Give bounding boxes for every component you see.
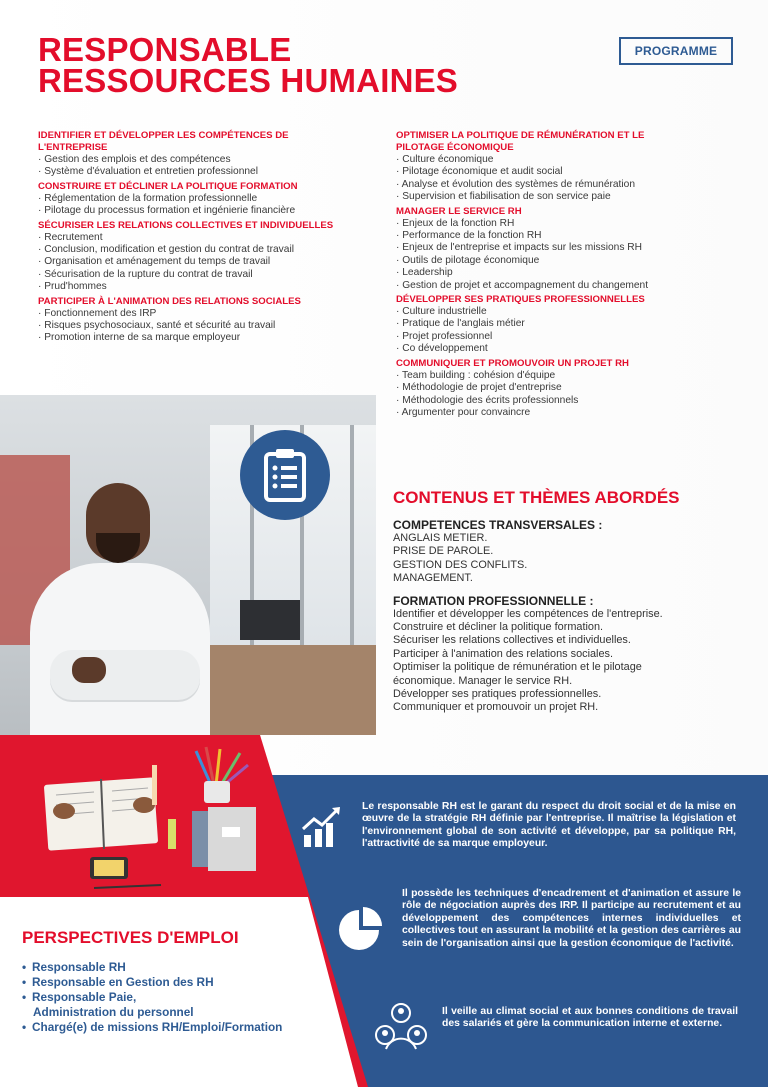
- list-item: économique. Manager le service RH.: [393, 674, 573, 687]
- list-item: Construire et décliner la politique formation.: [393, 621, 604, 634]
- list-item: MANAGEMENT.: [393, 572, 473, 585]
- list-item: ANGLAIS METIER.: [393, 532, 488, 544]
- program-section: [38, 296, 368, 345]
- formation-list: [393, 608, 738, 715]
- program-left-column: [38, 128, 368, 346]
- section-title: DÉVELOPPER SES PRATIQUES PROFESSIONNELLES: [396, 294, 645, 306]
- list-item: · Enjeux de la fonction RH: [396, 218, 726, 230]
- section-list: [396, 306, 726, 356]
- description-paragraph-1: Le responsable RH est le garant du respect du droit social et de la mise en œuvre de la stratégie RH définie par l'entreprise. Il maîtrise la législation et l'environnement global de son activité et développe, par sa politique RH, l'attractivité de sa marque employeur.: [362, 801, 736, 850]
- list-item: PRISE DE PAROLE.: [393, 545, 494, 558]
- programme-badge: PROGRAMME: [619, 37, 733, 65]
- list-item: · Fonctionnement des IRP: [38, 308, 368, 320]
- program-section: [38, 130, 368, 179]
- list-item: · Outils de pilotage économique: [396, 255, 726, 267]
- list-item: · Culture industrielle: [396, 306, 726, 318]
- section-title: CONSTRUIRE ET DÉCLINER LA POLITIQUE FORMATION: [38, 180, 298, 192]
- section-list: [38, 232, 368, 294]
- list-item: · Méthodologie de projet d'entreprise: [396, 382, 726, 394]
- section-title: OPTIMISER LA POLITIQUE DE RÉMUNÉRATION ET LE PILOTAGE ÉCONOMIQUE: [396, 130, 645, 153]
- person-hand: [72, 657, 106, 683]
- photo-monitor: [240, 600, 300, 640]
- list-item: • Responsable RH: [22, 960, 126, 974]
- program-section: [396, 130, 726, 204]
- title-line-1: RESPONSABLE: [38, 31, 292, 68]
- list-item: · Team building : cohésion d'équipe: [396, 370, 726, 382]
- list-item: · Culture économique: [396, 154, 726, 166]
- list-item: · Analyse et évolution des systèmes de rémunération: [396, 179, 726, 191]
- section-title: IDENTIFIER ET DÉVELOPPER LES COMPÉTENCES DE L'ENTREPRISE: [38, 130, 289, 153]
- list-item: · Leadership: [396, 267, 726, 279]
- page-title: [38, 31, 498, 99]
- program-section: [38, 181, 368, 218]
- pie-chart-icon: [338, 905, 384, 951]
- list-item: Optimiser la politique de rémunération et le pilotage: [393, 661, 642, 674]
- list-item: · Supervision et fiabilisation de son service paie: [396, 191, 726, 203]
- list-item: Participer à l'animation des relations sociales.: [393, 647, 613, 660]
- section-list: [38, 193, 368, 218]
- list-item: · Recrutement: [38, 232, 368, 244]
- list-item: Communiquer et promouvoir un projet RH.: [393, 701, 599, 714]
- clipboard-checklist-icon: [240, 430, 330, 520]
- section-list: [38, 154, 368, 179]
- description-paragraph-3: Il veille au climat social et aux bonnes conditions de travail des salariés et gère la communication interne et externe.: [442, 1006, 738, 1030]
- list-item: · Système d'évaluation et entretien professionnel: [38, 166, 368, 178]
- list-item: • Chargé(e) de missions RH/Emploi/Formation: [22, 1020, 283, 1034]
- growth-chart-icon: [300, 805, 344, 849]
- list-item: · Promotion interne de sa marque employeur: [38, 332, 368, 344]
- list-item: • Responsable Paie,: [22, 990, 137, 1004]
- program-right-column: [396, 128, 726, 420]
- section-list: [38, 308, 368, 345]
- list-item: · Organisation et aménagement du temps de travail: [38, 256, 368, 268]
- program-section: [396, 358, 726, 420]
- program-section: [396, 206, 726, 292]
- team-network-icon: [374, 1001, 428, 1055]
- formation-title: FORMATION PROFESSIONNELLE :: [393, 593, 594, 608]
- list-item: · Gestion des emplois et des compétences: [38, 154, 368, 166]
- list-item: · Performance de la fonction RH: [396, 230, 726, 242]
- desk-illustration: [36, 745, 276, 895]
- list-item: • Responsable en Gestion des RH: [22, 975, 214, 989]
- description-paragraph-2: Il possède les techniques d'encadrement et d'animation et assure le rôle de négociation auprès des IRP. Il participe au recrutement et au développement des compétences internes individuelles et collectives tout en assurant la mobilité et la gestion des carrières au sein de l'organisation ainsi que la gestion économique de l'activité.: [402, 888, 741, 949]
- list-item: · Méthodologie des écrits professionnels: [396, 395, 726, 407]
- bottom-section: [0, 735, 768, 1087]
- list-item: · Sécurisation de la rupture du contrat de travail: [38, 269, 368, 281]
- list-item: · Risques psychosociaux, santé et sécurité au travail: [38, 320, 368, 332]
- perspectives-title: PERSPECTIVES D'EMPLOI: [22, 928, 239, 947]
- section-title: SÉCURISER LES RELATIONS COLLECTIVES ET INDIVIDUELLES: [38, 219, 334, 231]
- list-item: Identifier et développer les compétences de l'entreprise.: [393, 607, 663, 620]
- program-section: [38, 220, 368, 294]
- list-item: · Pilotage économique et audit social: [396, 166, 726, 178]
- list-item: · Enjeux de l'entreprise et impacts sur les missions RH: [396, 242, 726, 254]
- section-title: COMMUNIQUER ET PROMOUVOIR UN PROJET RH: [396, 357, 629, 369]
- list-item: · Argumenter pour convaincre: [396, 407, 726, 419]
- contenus-section: [393, 488, 738, 715]
- list-item: · Conclusion, modification et gestion du contrat de travail: [38, 244, 368, 256]
- section-list: [396, 370, 726, 420]
- list-item: Administration du personnel: [33, 1005, 194, 1019]
- list-item: Développer ses pratiques professionnelles.: [393, 688, 602, 701]
- list-item: · Réglementation de la formation professionnelle: [38, 193, 368, 205]
- list-item: GESTION DES CONFLITS.: [393, 558, 528, 571]
- perspectives-list: [22, 960, 282, 1035]
- program-section: [396, 294, 726, 356]
- title-line-2: RESSOURCES HUMAINES: [38, 62, 459, 99]
- list-item: · Gestion de projet et accompagnement du changement: [396, 280, 726, 292]
- photo-desk: [190, 645, 376, 735]
- person-shirt: [30, 563, 210, 735]
- list-item: · Pratique de l'anglais métier: [396, 318, 726, 330]
- section-list: [396, 218, 726, 292]
- contenus-title: CONTENUS ET THÈMES ABORDÉS: [393, 488, 680, 507]
- list-item: · Prud'hommes: [38, 281, 368, 293]
- transversales-title: COMPETENCES TRANSVERSALES :: [393, 518, 603, 532]
- list-item: Sécuriser les relations collectives et individuelles.: [393, 634, 631, 647]
- section-title: MANAGER LE SERVICE RH: [396, 205, 522, 217]
- transversales-list: [393, 532, 738, 586]
- list-item: · Co développement: [396, 343, 726, 355]
- section-list: [396, 154, 726, 204]
- list-item: · Pilotage du processus formation et ingénierie financière: [38, 205, 368, 217]
- section-title: PARTICIPER À L'ANIMATION DES RELATIONS SOCIALES: [38, 295, 301, 307]
- list-item: · Projet professionnel: [396, 331, 726, 343]
